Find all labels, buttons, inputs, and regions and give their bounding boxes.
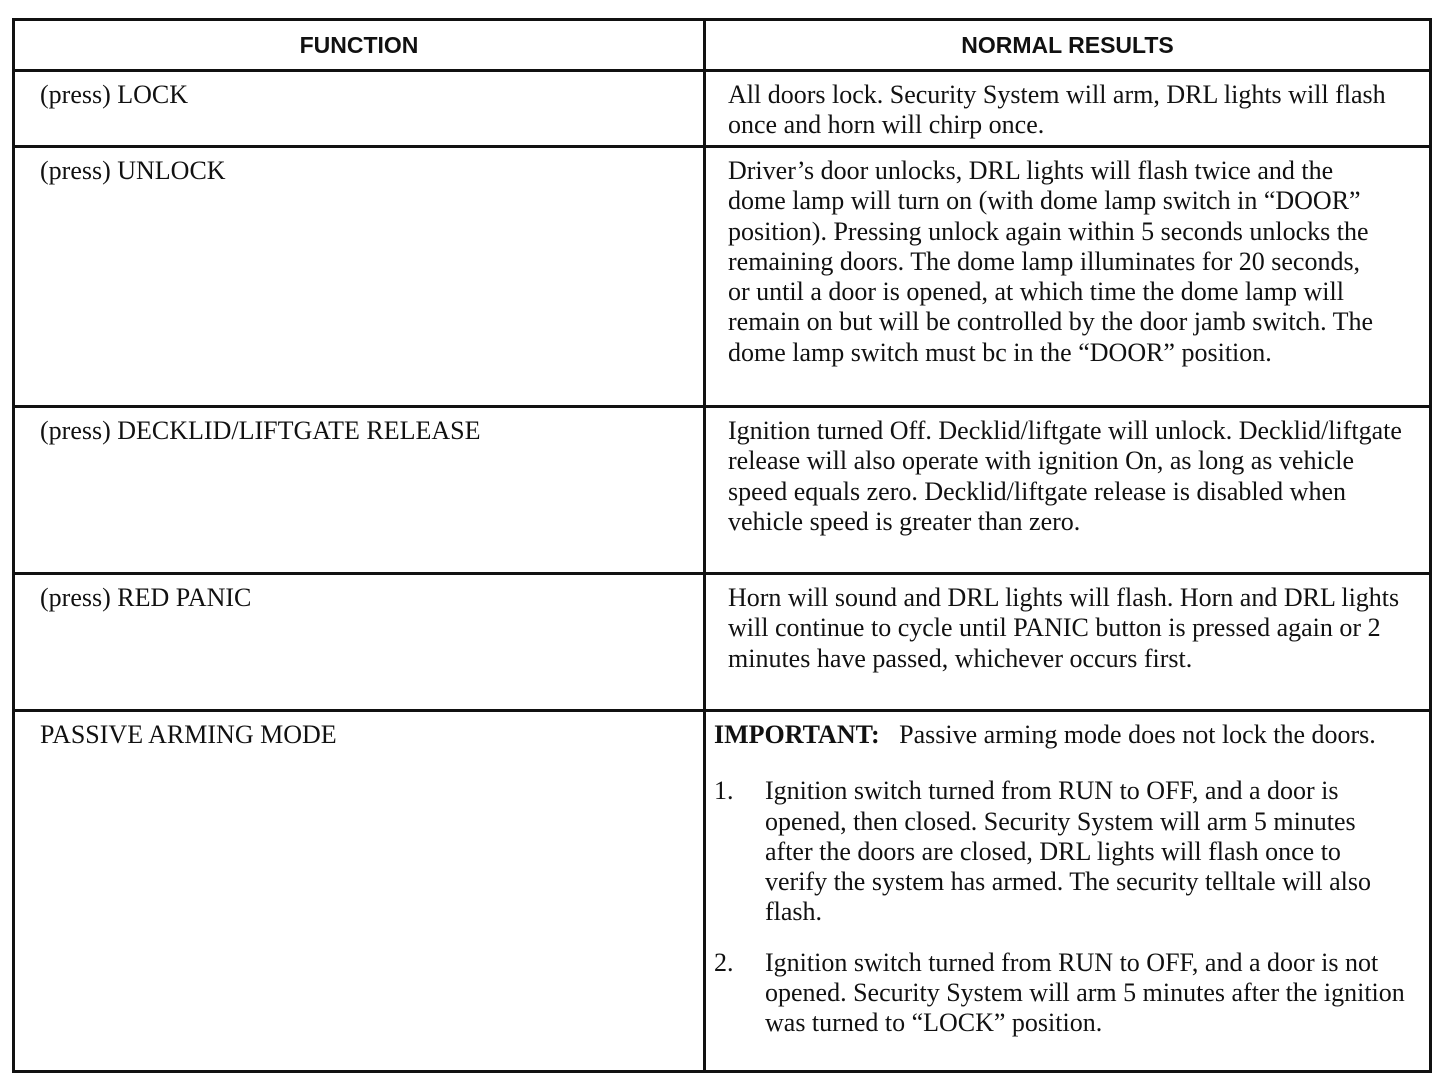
- result-cell: [706, 148, 1429, 405]
- function-text: (press) DECKLID/LIFTGATE RELEASE: [40, 416, 481, 445]
- result-cell: [706, 408, 1429, 572]
- function-text: (press) RED PANIC: [40, 583, 252, 612]
- result-text: Horn will sound and DRL lights will flash. Horn and DRL lights will continue to cycle until PANIC button is pressed again or 2 minutes have passed, whichever occurs first.: [728, 583, 1400, 673]
- step-text: Ignition switch turned from RUN to OFF, and a door is not opened. Security System will arm 5 minutes after the ignition was turned to “LOCK” position.: [765, 947, 1405, 1038]
- result-text: All doors lock. Security System will arm, DRL lights will flash once and horn will chirp once.: [728, 80, 1386, 140]
- function-cell: [15, 575, 703, 709]
- important-label: IMPORTANT:: [714, 720, 880, 749]
- function-cell: [15, 72, 703, 145]
- function-cell: [15, 408, 703, 572]
- result-cell: [706, 575, 1429, 709]
- header-row: [15, 21, 1429, 72]
- table-row: [15, 408, 1429, 575]
- list-item: [714, 948, 1419, 1039]
- result-cell: [706, 712, 1429, 1070]
- step-number: 2.: [714, 947, 734, 977]
- list-item: [714, 776, 1419, 927]
- header-function: FUNCTION: [299, 31, 419, 58]
- function-text: PASSIVE ARMING MODE: [40, 720, 337, 749]
- header-normal-results: NORMAL RESULTS: [961, 31, 1174, 58]
- function-cell: [15, 148, 703, 405]
- table-row: [15, 575, 1429, 712]
- function-results-table: [12, 18, 1432, 1073]
- step-number: 1.: [714, 776, 734, 806]
- function-cell: [15, 712, 703, 1070]
- function-text: (press) UNLOCK: [40, 156, 226, 185]
- function-text: (press) LOCK: [40, 80, 189, 109]
- result-text: Driver’s door unlocks, DRL lights will flash twice and the dome lamp will turn on (with dome lamp switch in “DOOR” position). Pressing unlock again within 5 seconds unlocks the remaining doors. The dome lamp illuminates for 20 seconds, or until a door is opened, at which time the dome lamp will remain on but will be controlled by the door jamb switch. The dome lamp switch must bc in the “DOOR” position.: [728, 156, 1374, 367]
- result-text: Ignition turned Off. Decklid/liftgate will unlock. Decklid/liftgate release will also operate with ignition On, as long as vehicle speed equals zero. Decklid/liftgate release is disabled when vehicle speed is greater than zero.: [728, 416, 1402, 536]
- table-row: [15, 72, 1429, 148]
- result-cell: [706, 72, 1429, 145]
- step-text: Ignition switch turned from RUN to OFF, and a door is opened, then closed. Security System will arm 5 minutes after the doors are closed, DRL lights will flash once to verify the system has armed. The security telltale will also flash.: [765, 776, 1372, 927]
- important-text: Passive arming mode does not lock the doors.: [899, 720, 1376, 749]
- table-row: [15, 712, 1429, 1070]
- table-row: [15, 148, 1429, 408]
- important-note: [714, 720, 1404, 750]
